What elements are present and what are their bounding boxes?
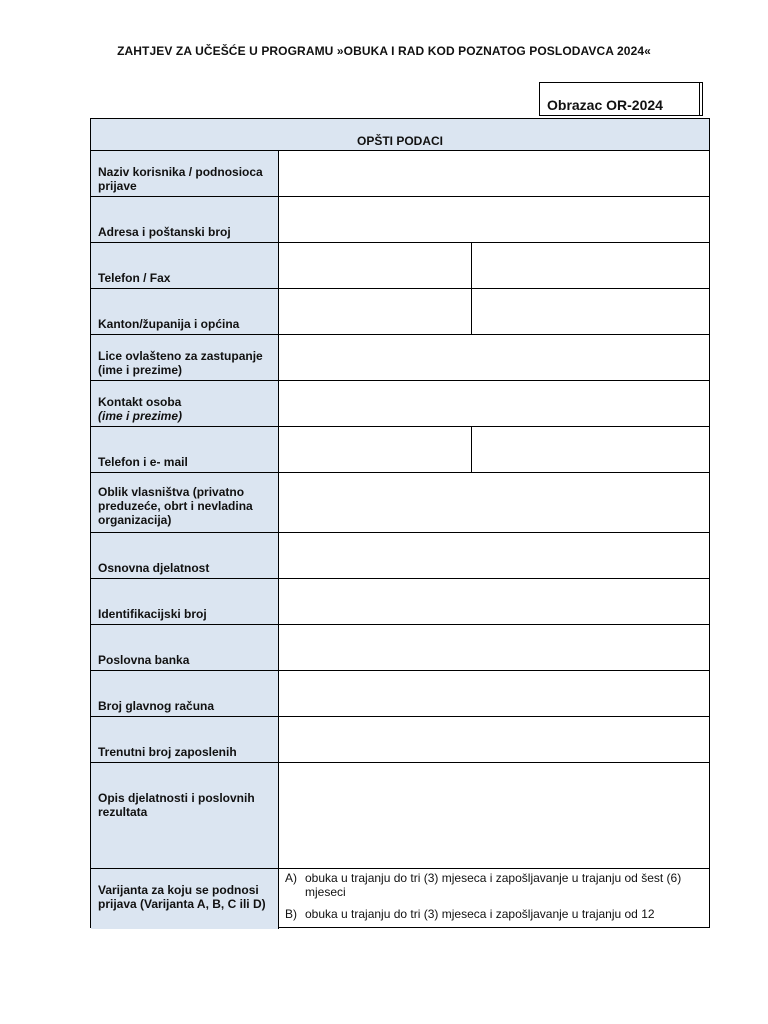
row-label: Telefon / Fax: [98, 271, 171, 285]
row-label: Kontakt osoba: [98, 395, 182, 409]
row-label: Varijanta za koju se podnosi prijava (Varijanta A, B, C ili D): [98, 883, 266, 911]
main-activity-field[interactable]: [279, 533, 709, 578]
label-cell: [91, 869, 279, 929]
row-address: [91, 197, 709, 243]
row-phone-fax: [91, 243, 709, 289]
municipality-field[interactable]: [471, 289, 709, 334]
label-cell: [91, 197, 279, 242]
label-cell: [91, 763, 279, 868]
address-field[interactable]: [279, 197, 709, 242]
account-number-field[interactable]: [279, 671, 709, 716]
contact-person-field[interactable]: [279, 381, 709, 426]
variant-letter: B): [285, 907, 297, 921]
row-label: Adresa i poštanski broj: [98, 225, 231, 239]
id-number-field[interactable]: [279, 579, 709, 624]
ownership-field[interactable]: [279, 473, 709, 532]
fax-field[interactable]: [471, 243, 709, 288]
label-cell: [91, 289, 279, 334]
row-phone-email: [91, 427, 709, 473]
label-cell: [91, 671, 279, 716]
row-label: Opis djelatnosti i poslovnih rezultata: [98, 791, 255, 819]
row-label: Telefon i e- mail: [98, 455, 188, 469]
canton-field[interactable]: [279, 289, 472, 334]
row-authorized-person: [91, 335, 709, 381]
row-label: Oblik vlasništva (privatno preduzeće, obrt i nevladina organizacija): [98, 485, 253, 527]
row-account-number: [91, 671, 709, 717]
row-label-group: [98, 395, 274, 423]
applicant-name-field[interactable]: [279, 151, 709, 196]
row-canton: [91, 289, 709, 335]
variant-text: obuka u trajanju do tri (3) mjeseca i zapošljavanje u trajanju od šest (6) mjeseci: [305, 871, 682, 899]
label-cell: [91, 533, 279, 578]
row-variant: [91, 869, 709, 929]
row-label: Identifikacijski broj: [98, 607, 207, 621]
row-label: Lice ovlašteno za zastupanje (ime i prezime): [98, 349, 263, 377]
document-title: ZAHTJEV ZA UČEŠĆE U PROGRAMU »OBUKA I RAD KOD POZNATOG POSLODAVCA 2024«: [117, 44, 651, 58]
variant-option-b[interactable]: [285, 907, 705, 921]
phone-field[interactable]: [279, 243, 472, 288]
activity-description-field[interactable]: [279, 763, 709, 868]
employees-field[interactable]: [279, 717, 709, 762]
label-cell: [91, 381, 279, 426]
row-bank: [91, 625, 709, 671]
label-cell: [91, 243, 279, 288]
contact-email-field[interactable]: [471, 427, 709, 472]
form-code: Obrazac OR-2024: [547, 97, 663, 113]
label-cell: [91, 579, 279, 624]
section-header: [91, 119, 709, 151]
row-label: Osnovna djelatnost: [98, 561, 210, 575]
row-id-number: [91, 579, 709, 625]
section-header-text: OPŠTI PODACI: [356, 134, 443, 148]
row-label: Broj glavnog računa: [98, 699, 215, 713]
general-data-table: [90, 118, 710, 928]
contact-phone-field[interactable]: [279, 427, 472, 472]
row-employees: [91, 717, 709, 763]
label-cell: [91, 427, 279, 472]
row-main-activity: [91, 533, 709, 579]
bank-field[interactable]: [279, 625, 709, 670]
variant-options: [285, 871, 705, 929]
row-label: Naziv korisnika / podnosioca prijave: [98, 165, 263, 193]
row-contact-person: [91, 381, 709, 427]
row-label-sub: (ime i prezime): [98, 409, 183, 423]
label-cell: [91, 717, 279, 762]
label-cell: [91, 335, 279, 380]
row-activity-description: [91, 763, 709, 869]
row-label: Kanton/županija i općina: [98, 317, 240, 331]
row-ownership: [91, 473, 709, 533]
variant-letter: A): [285, 871, 297, 885]
form-code-box: [539, 82, 703, 116]
row-label: Poslovna banka: [98, 653, 190, 667]
label-cell: [91, 473, 279, 532]
row-applicant-name: [91, 151, 709, 197]
row-label: Trenutni broj zaposlenih: [98, 745, 237, 759]
label-cell: [91, 625, 279, 670]
variant-option-a[interactable]: [285, 871, 705, 899]
authorized-person-field[interactable]: [279, 335, 709, 380]
label-cell: [91, 151, 279, 196]
variant-text: obuka u trajanju do tri (3) mjeseca i zapošljavanje u trajanju od 12: [305, 907, 655, 921]
